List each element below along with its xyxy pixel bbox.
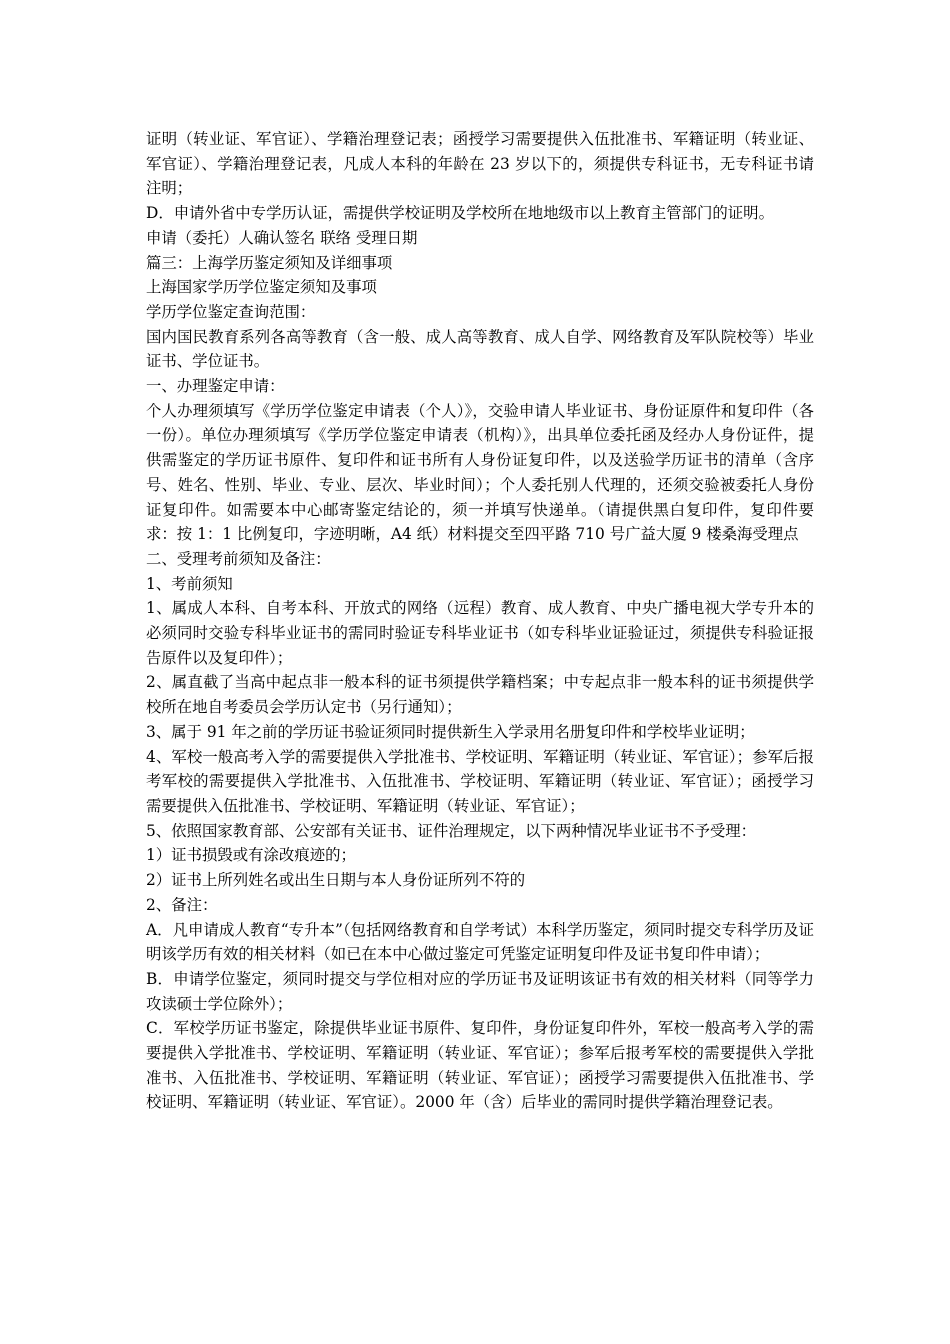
paragraph-1: 证明（转业证、军官证）、学籍治理登记表；函授学习需要提供入伍批准书、军籍证明（转业证、军官证）、学籍治理登记表，凡成人本科的年龄在 23 岁以下的，须提供专科证书，无专科证书请注明； [146,130,814,198]
notice-item-5: 5、依照国家教育部、公安部有关证书、证件治理规定，以下两种情况毕业证书不予受理： [146,821,757,840]
notice-item-4: 4、军校一般高考入学的需要提供入学批准书、学校证明、军籍证明（转业证、军官证）；参军后报考军校的需要提供入学批准书、入伍批准书、学校证明、军籍证明（转业证、军官证）；函授学习需要提供入伍批准书、学校证明、军籍证明（转业证、军官证）； [146,747,814,815]
remarks-heading: 2、备注： [146,895,218,914]
paragraph-2: D．申请外省中专学历认证，需提供学校证明及学校所在地地级市以上教育主管部门的证明。 [146,204,774,223]
paragraph-3: 申请（委托）人确认签名 联络 受理日期 [146,228,418,247]
scope-heading: 学历学位鉴定查询范围： [146,302,316,321]
part-one-heading: 一、办理鉴定申请： [146,377,285,396]
document-page [146,127,814,1115]
notice-heading: 1、考前须知 [146,574,233,593]
notice-item-1: 1、属成人本科、自考本科、开放式的网络（远程）教育、成人教育、中央广播电视大学专升本的必须同时交验专科毕业证书的需同时验证专科毕业证书（如专科毕业证验证过，须提供专科验证报告原件以及复印件）； [146,599,814,667]
section-subheading: 上海国家学历学位鉴定须知及事项 [146,278,377,297]
remark-b: B．申请学位鉴定，须同时提交与学位相对应的学历证书及证明该证书有效的相关材料（同等学力攻读硕士学位除外）； [146,969,814,1013]
notice-subitem-2: 2）证书上所列姓名或出生日期与本人身份证所列不符的 [146,871,526,890]
notice-item-3: 3、属于 91 年之前的学历证书验证须同时提供新生入学录用名册复印件和学校毕业证明； [146,722,755,741]
remark-a: A．凡申请成人教育“专升本”（包括网络教育和自学考试）本科学历鉴定，须同时提交专科学历及证明该学历有效的相关材料（如已在本中心做过鉴定可凭鉴定证明复印件及证书复印件申请）； [146,920,814,964]
remark-c: C．军校学历证书鉴定，除提供毕业证书原件、复印件，身份证复印件外，军校一般高考入学的需要提供入学批准书、学校证明、军籍证明（转业证、军官证）；参军后报考军校的需要提供入学批准书、入伍批准书、学校证明、军籍证明（转业证、军官证）；函授学习需要提供入伍批准书、学校证明、军籍证明（转业证、军官证）。2000 年（含）后毕业的需同时提供学籍治理登记表。 [146,1019,814,1112]
part-two-heading: 二、受理考前须知及备注： [146,549,331,568]
notice-item-2: 2、属直截了当高中起点非一般本科的证书须提供学籍档案；中专起点非一般本科的证书须提供学校所在地自考委员会学历认定书（另行通知）； [146,673,814,717]
part-one-text: 个人办理须填写《学历学位鉴定申请表（个人）》，交验申请人毕业证书、身份证原件和复印件（各一份）。单位办理须填写《学历学位鉴定申请表（机构）》，出具单位委托函及经办人身份证件，提供需鉴定的学历证书原件、复印件和证书所有人身份证复印件，以及送验学历证书的清单（含序号、姓名、性别、毕业、专业、层次、毕业时间）；个人委托别人代理的，还须交验被委托人身份证复印件。如需要本中心邮寄鉴定结论的，须一并填写快递单。（请提供黑白复印件，复印件要求：按 1：1 比例复印，字迹明晰，A4 纸）材料提交至四平路 710 号广益大厦 9 楼桑海受理点 [146,401,814,544]
scope-text: 国内国民教育系列各高等教育（含一般、成人高等教育、成人自学、网络教育及军队院校等）毕业证书、学位证书。 [146,327,814,371]
section-heading: 篇三：上海学历鉴定须知及详细事项 [146,253,393,272]
notice-subitem-1: 1）证书损毁或有涂改痕迹的； [146,846,356,865]
